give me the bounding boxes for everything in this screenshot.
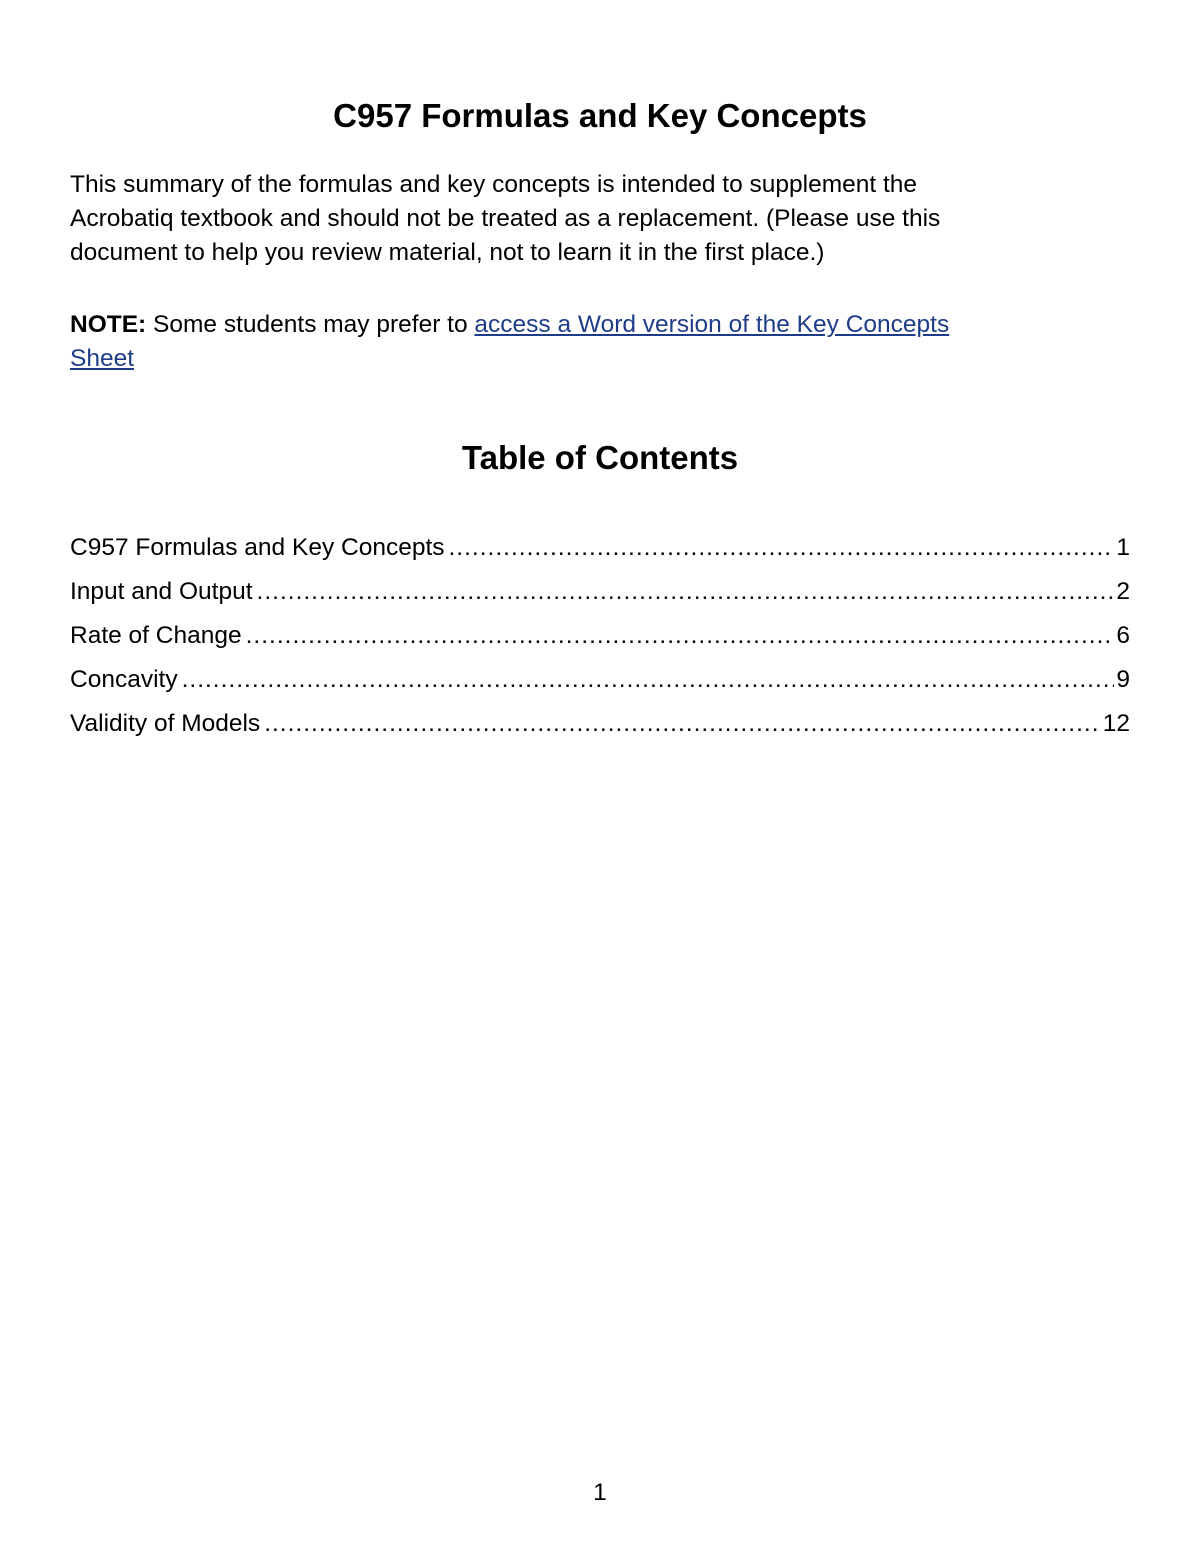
toc-entry-page[interactable]: 6 [1116, 622, 1130, 649]
intro-line: document to help you review material, not to learn it in the first place.) [70, 239, 825, 266]
toc-leader-dots [182, 660, 1115, 700]
toc-entry-label[interactable]: Input and Output [70, 578, 253, 605]
table-of-contents [70, 528, 1130, 748]
toc-entry-concavity[interactable] [70, 660, 1130, 704]
intro-line: This summary of the formulas and key concepts is intended to supplement the [70, 171, 918, 198]
intro-paragraph [70, 168, 1140, 270]
note-paragraph [70, 308, 1140, 376]
toc-entry-page[interactable]: 1 [1116, 534, 1130, 561]
toc-entry-rate-of-change[interactable] [70, 616, 1130, 660]
note-text: Some students may prefer to [146, 311, 475, 338]
toc-entry-input-output[interactable] [70, 572, 1130, 616]
toc-entry-label[interactable]: C957 Formulas and Key Concepts [70, 534, 445, 561]
intro-line: Acrobatiq textbook and should not be treated as a replacement. (Please use this [70, 205, 941, 232]
toc-leader-dots [257, 572, 1115, 612]
toc-entry-validity-of-models[interactable] [70, 704, 1130, 748]
word-version-link-line2[interactable]: Sheet [70, 345, 135, 372]
toc-entry-label[interactable]: Concavity [70, 666, 178, 693]
note-label: NOTE: [70, 311, 147, 338]
toc-leader-dots [264, 704, 1101, 744]
toc-leader-dots [246, 616, 1115, 656]
toc-entry-page[interactable]: 12 [1102, 710, 1130, 737]
toc-title: Table of Contents [461, 439, 739, 476]
toc-entry-page[interactable]: 2 [1116, 578, 1130, 605]
toc-entry-label[interactable]: Validity of Models [70, 710, 261, 737]
toc-entry-formulas-key-concepts[interactable] [70, 528, 1130, 572]
toc-entry-page[interactable]: 9 [1116, 666, 1130, 693]
word-version-link-line1[interactable]: access a Word version of the Key Concepts [474, 311, 950, 338]
toc-leader-dots [449, 528, 1115, 568]
page-number: 1 [593, 1479, 607, 1506]
toc-entry-label[interactable]: Rate of Change [70, 622, 242, 649]
document-title: C957 Formulas and Key Concepts [333, 97, 867, 134]
